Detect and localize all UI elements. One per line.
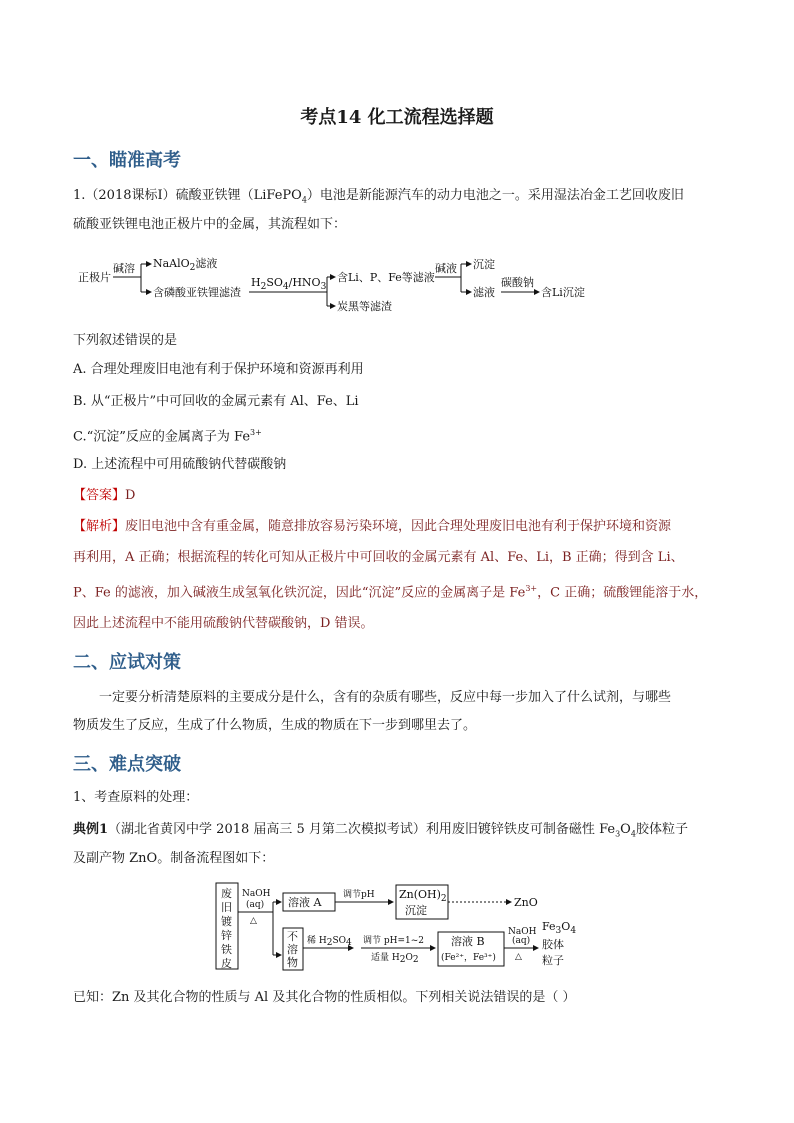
d1-alkali: 碱溶: [113, 262, 135, 275]
point1: 1、考查原料的处理：: [73, 790, 199, 805]
d2-insol-3: 物: [287, 956, 298, 969]
d2-insol-2: 溶: [287, 943, 298, 956]
strategy-line2: 物质发生了反应，生成了什么物质，生成的物质在下一步到哪里去了。: [73, 718, 477, 733]
ex-l1-sub2: 4: [630, 829, 636, 839]
d2-aq2: (aq): [512, 936, 531, 946]
d1-naalo2: NaAlO$_2$滤液: [153, 257, 218, 273]
known-line: 已知：Zn 及其化合物的性质与 Al 及其化合物的性质相似。下列相关说法错误的是（ ）: [73, 990, 576, 1005]
analysis-line2: 再利用，A 正确；根据流程的转化可知从正极片中可回收的金属元素有 Al、Fe、Li，B 正确；得到含 Li、: [73, 550, 684, 565]
q1-option-a: A. 合理处理废旧电池有利于保护环境和资源再利用: [73, 362, 364, 377]
d2-raw-4: 锌: [221, 929, 232, 942]
d2-heat2: △: [515, 952, 522, 962]
q1-option-d: D. 上述流程中可用硫酸钠代替碳酸钠: [73, 457, 287, 472]
d1-li-precip: 含Li沉淀: [541, 286, 585, 299]
d2-colloid: 胶体: [542, 938, 564, 951]
analysis-line4: 因此上述流程中不能用硫酸钠代替碳酸钠，D 错误。: [73, 616, 374, 632]
d2-solA: 溶液 A: [288, 896, 322, 909]
q1-prompt: 下列叙述错误的是: [73, 333, 178, 348]
analysis-line3: [73, 576, 733, 606]
d2-raw-3: 镀: [221, 915, 232, 928]
d2-naoh2: NaOH: [508, 927, 537, 937]
d2-naoh: NaOH: [242, 889, 271, 899]
ex-l1-tail: 胶体粒子: [635, 822, 688, 837]
d1-acid: $H_2SO_4/HNO_3$: [251, 276, 327, 292]
d2-raw-6: 皮: [221, 957, 232, 970]
q1-option-c: [73, 420, 723, 450]
analysis-l3b: ，C 正确；硫酸锂能溶于水，: [537, 585, 708, 601]
d2-zno: ZnO: [514, 896, 538, 909]
d1-filtrate: 含Li、P、Fe等滤液: [337, 271, 435, 284]
d1-na2co3: 碳酸钠: [501, 276, 534, 289]
stem-sub: 4: [301, 195, 307, 205]
q1-option-b: B. 从“正极片”中可回收的金属元素有 Al、Fe、Li: [73, 394, 359, 409]
analysis-line1: [73, 514, 733, 540]
page-title: 考点14 化工流程选择题: [300, 107, 494, 128]
d2-raw-2: 旧: [221, 901, 232, 914]
d1-filtrate2: 滤液: [473, 286, 495, 299]
ex-l1-mid: O: [620, 822, 631, 837]
example-line2: 及副产物 ZnO。制备流程图如下：: [73, 851, 275, 866]
example-line1: [73, 817, 733, 848]
d2-fe3o4: $Fe_3O_4$: [542, 920, 577, 936]
stem-line1: 1.（2018课标Ⅰ）硫酸亚铁锂（LiFePO: [73, 188, 302, 203]
flow-diagram-1: [73, 250, 633, 315]
answer-value: D: [125, 488, 136, 503]
d2-insol-1: 不: [287, 930, 298, 943]
analysis-l1-text: 废旧电池中含有重金属，随意排放容易污染环境，因此合理处理废旧电池有利于保护环境和资源: [125, 519, 672, 534]
d1-carbon: 炭黑等滤渣: [337, 300, 392, 313]
analysis-label: 【解析】: [73, 519, 126, 534]
section-heading-1: 一、瞄准高考: [73, 150, 181, 171]
opt-c-sup: 3+: [250, 428, 262, 437]
d2-znoh-ppt: 沉淀: [405, 904, 427, 917]
analysis-l3sup: 3+: [525, 584, 538, 593]
ex-l1: （湖北省黄冈中学 2018 届高三 5 月第二次模拟考试）利用废旧镀锌铁皮可制备磁性 Fe: [108, 822, 616, 837]
ex-l1-sub1: 3: [615, 829, 621, 839]
d2-h2o2: 适量 H2O2: [371, 953, 419, 965]
analysis-l3a: P、Fe 的滤液，加入碱液生成氢氧化铁沉淀，因此“沉淀”反应的金属离子是 Fe: [73, 585, 526, 601]
section-heading-3: 三、难点突破: [73, 754, 181, 775]
answer-label: 【答案】: [73, 488, 126, 503]
d2-solB-ions: (Fe²⁺，Fe³⁺): [441, 953, 496, 963]
strategy-line1: 一定要分析清楚原料的主要成分是什么，含有的杂质有哪些，反应中每一步加入了什么试剂，与哪些: [99, 690, 672, 705]
d1-alkali2: 碱液: [435, 262, 457, 275]
stem-line1b: ）电池是新能源汽车的动力电池之一。采用湿法冶金工艺回收废旧: [306, 188, 684, 203]
analysis-block: [73, 514, 733, 637]
opt-c-text: C.“沉淀”反应的金属离子为 Fe: [73, 429, 251, 445]
d2-znoh: $Zn(OH)_2$: [399, 888, 447, 904]
flow-diagram-2: [213, 880, 593, 972]
d2-heat: △: [250, 916, 257, 926]
d2-particle: 粒子: [542, 954, 564, 967]
d2-dilute: 稀 H2SO4: [307, 936, 352, 948]
d1-start: 正极片: [78, 271, 111, 284]
question-stem: [73, 183, 723, 214]
d2-aq: (aq): [246, 900, 265, 910]
d2-adjust2: 调节 pH=1~2: [363, 936, 425, 946]
answer-line: [73, 483, 723, 509]
d2-raw-5: 铁: [221, 943, 232, 956]
d2-solB: 溶液 B: [451, 935, 485, 948]
d1-residue: 含磷酸亚铁锂滤渣: [153, 286, 241, 299]
section-heading-2: 二、应试对策: [73, 652, 181, 673]
stem-line2: 硫酸亚铁锂电池正极片中的金属，其流程如下：: [73, 217, 347, 232]
example-label: 典例1: [73, 822, 109, 837]
d1-precip: 沉淀: [473, 258, 495, 271]
d2-raw-1: 废: [221, 887, 232, 900]
d2-adjust-ph: 调节pH: [343, 890, 375, 900]
